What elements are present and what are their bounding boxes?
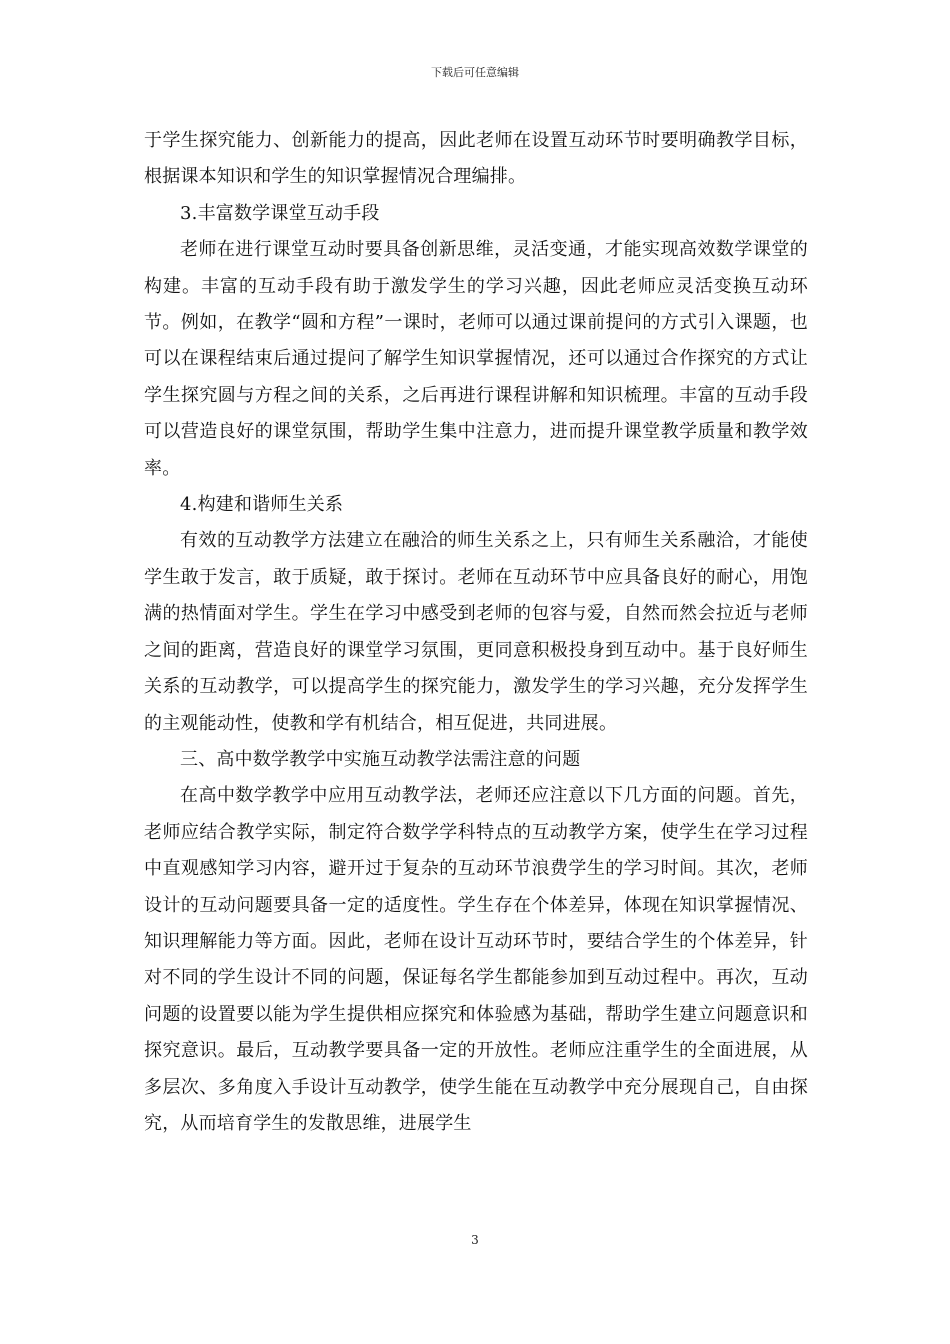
section-heading-part-three: 三、高中数学教学中实施互动教学法需注意的问题	[180, 748, 581, 770]
page-header: 下载后可任意编辑	[431, 66, 519, 79]
page-number: 3	[471, 1233, 479, 1247]
paragraph-interaction-methods: 老师在进行课堂互动时要具备创新思维，灵活变通，才能实现高效数学课堂的构建。丰富的互动手段有助于激发学生的学习兴趣，因此老师应灵活变换互动环节。例如，在教学“圆和方程”一课时，老师可以通过课前提问的方式引入课题，也可以在课程结束后通过提问了解学生知识掌握情况，还可以通过合作探究的方式让学生探究圆与方程之间的关系，之后再进行课程讲解和知识梳理。丰富的互动手段可以营造良好的课堂氛围，帮助学生集中注意力，进而提升课堂教学质量和教学效率。	[144, 239, 808, 479]
paragraph-continued: 于学生探究能力、创新能力的提高，因此老师在设置互动环节时要明确教学目标，根据课本知识和学生的知识掌握情况合理编排。	[144, 130, 808, 188]
paragraph-considerations: 在高中数学教学中应用互动教学法，老师还应注意以下几方面的问题。首先，老师应结合教学实际，制定符合数学学科特点的互动教学方案，使学生在学习过程中直观感知学习内容，避开过于复杂的互动环节浪费学生的学习时间。其次，老师设计的互动问题要具备一定的适度性。学生存在个体差异，体现在知识掌握情况、知识理解能力等方面。因此，老师在设计互动环节时，要结合学生的个体差异，针对不同的学生设计不同的问题，保证每名学生都能参加到互动过程中。再次，互动问题的设置要以能为学生提供相应探究和体验感为基础，帮助学生建立问题意识和探究意识。最后，互动教学要具备一定的开放性。老师应注重学生的全面进展，从多层次、多角度入手设计互动教学，使学生能在互动教学中充分展现自己，自由探究，从而培育学生的发散思维，进展学生	[144, 785, 808, 1134]
section-heading-4: 4.构建和谐师生关系	[180, 494, 344, 516]
paragraph-teacher-student-relationship: 有效的互动教学方法建立在融洽的师生关系之上，只有师生关系融洽，才能使学生敢于发言，敢于质疑，敢于探讨。老师在互动环节中应具备良好的耐心，用饱满的热情面对学生。学生在学习中感受到老师的包容与爱，自然而然会拉近与老师之间的距离，营造良好的课堂学习氛围，更同意积极投身到互动中。基于良好师生关系的互动教学，可以提高学生的探究能力，激发学生的学习兴趣，充分发挥学生的主观能动性，使教和学有机结合，相互促进，共同进展。	[144, 530, 808, 734]
document-body	[144, 123, 808, 1142]
section-heading-3: 3.丰富数学课堂互动手段	[180, 202, 380, 224]
